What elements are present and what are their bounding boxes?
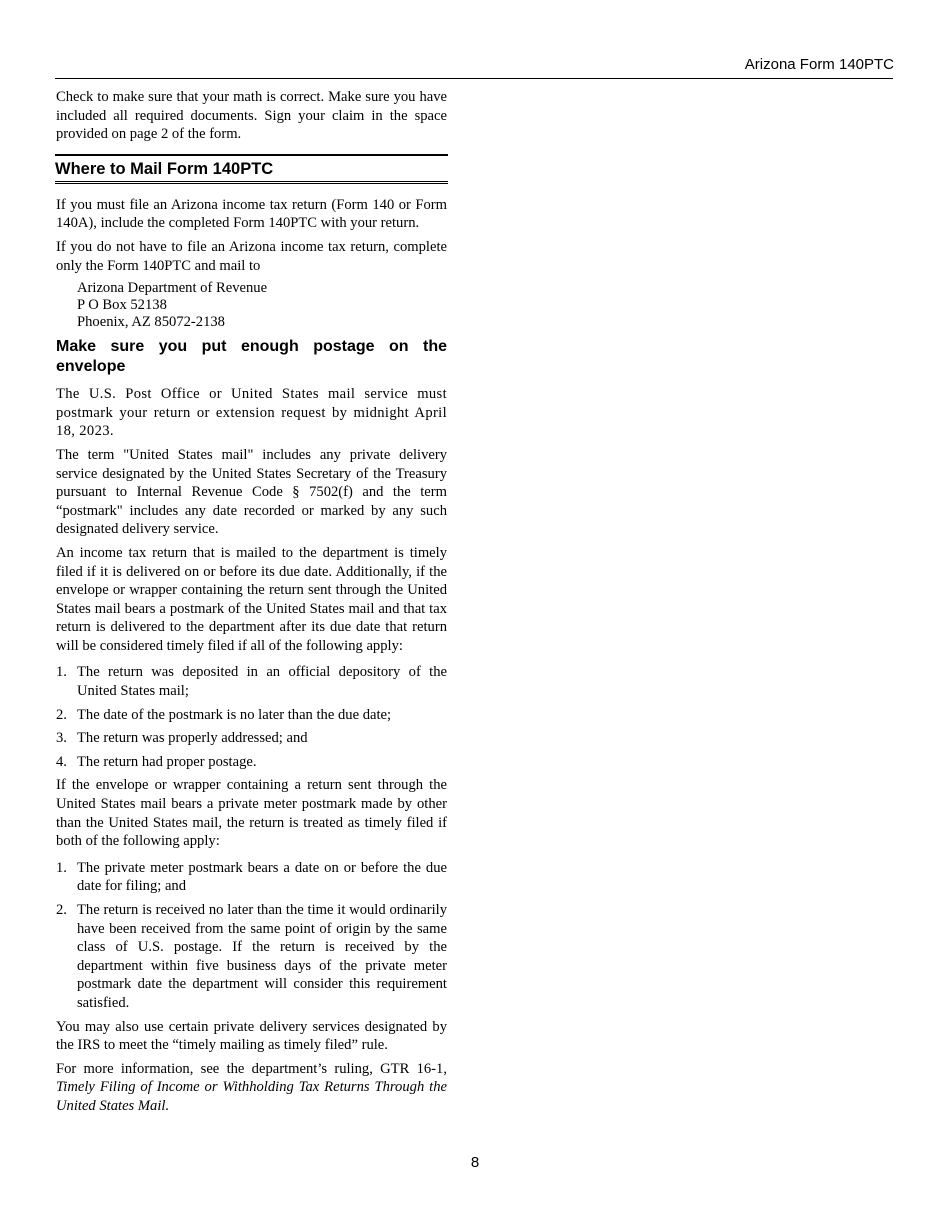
ruling-reference-text: For more information, see the department’s ruling, GTR 16-1, [56, 1060, 447, 1077]
mail-paragraph-2: If you do not have to file an Arizona income tax return, complete only the Form 140PTC and mail to [56, 238, 447, 274]
address-line-1: Arizona Department of Revenue [77, 280, 268, 297]
timely-filed-conditions-list [56, 663, 447, 771]
list-item [56, 663, 447, 700]
ruling-title: Timely Filing of Income or Withholding Tax Returns Through the United States Mail. [56, 1079, 447, 1114]
list-item-number: 2. [56, 902, 67, 918]
list-item-number: 3. [56, 730, 67, 747]
list-item-number: 2. [56, 706, 67, 723]
page-number: 8 [470, 1154, 480, 1171]
address-line-2: P O Box 52138 [77, 297, 167, 314]
address-line-3: Phoenix, AZ 85072-2138 [77, 314, 225, 331]
postage-paragraph-2: The term "United States mail" includes any private delivery service designated by the United States Secretary of the Treasury pursuant to Internal Revenue Code § 7502(f) and the term “postmark" includes any date recorded or marked by any such designated delivery service. [56, 446, 447, 538]
mail-paragraph-1: If you must file an Arizona income tax return (Form 140 or Form 140A), include the completed Form 140PTC with your return. [56, 196, 447, 232]
postage-paragraph-4: If the envelope or wrapper containing a return sent through the United States mail bears a private meter postmark made by other than the United States mail, the return is treated as timely filed if both of the following apply: [56, 777, 447, 850]
list-item [56, 729, 447, 748]
list-item-text: The private meter postmark bears a date on or before the due date for filing; and [77, 859, 447, 895]
header-form-title: Arizona Form 140PTC [744, 56, 894, 73]
list-item-text: The return was deposited in an official depository of the United States mail; [77, 664, 447, 700]
private-meter-conditions-list [56, 859, 447, 1013]
list-item-number: 1. [56, 664, 67, 681]
list-item-number: 1. [56, 859, 67, 876]
list-item [56, 753, 447, 772]
mailing-address [77, 280, 447, 331]
list-item [56, 901, 447, 1013]
list-item [56, 706, 447, 725]
content-column [56, 88, 447, 1121]
postage-paragraph-5: You may also use certain private delivery services designated by the IRS to meet the “timely mailing as timely filed” rule. [56, 1018, 447, 1054]
postage-paragraph-3: An income tax return that is mailed to the department is timely filed if it is delivered on or before its due date. Additionally, if the envelope or wrapper containing the return sent through the United States mail bears a postmark of the United States mail and that tax return is delivered to the department after its due date that return will be considered timely filed if all of the following apply: [56, 544, 447, 654]
list-item-text: The return had proper postage. [77, 753, 257, 770]
list-item-text: The return is received no later than the time it would ordinarily have been received from the same point of origin by the same class of U.S. postage. If the return is received by the department within five business days of the private meter postmark date the department will consider this requirement satisfied. [77, 902, 447, 1011]
list-item-text: The return was properly addressed; and [77, 730, 308, 747]
list-item-number: 4. [56, 753, 67, 770]
list-item-text: The date of the postmark is no later than the due date; [77, 706, 392, 723]
list-item [56, 859, 447, 896]
intro-paragraph: Check to make sure that your math is correct. Make sure you have included all required documents. Sign your claim in the space provided on page 2 of the form. [56, 89, 447, 143]
postage-paragraph-1: The U.S. Post Office or United States mail service must postmark your return or extension request by midnight April 18, 2023. [56, 386, 447, 440]
postage-paragraph-6 [56, 1060, 447, 1116]
header-rule [55, 78, 893, 79]
section-title-where-to-mail: Where to Mail Form 140PTC [55, 154, 448, 184]
postage-heading: Make sure you put enough postage on the envelope [56, 338, 447, 375]
